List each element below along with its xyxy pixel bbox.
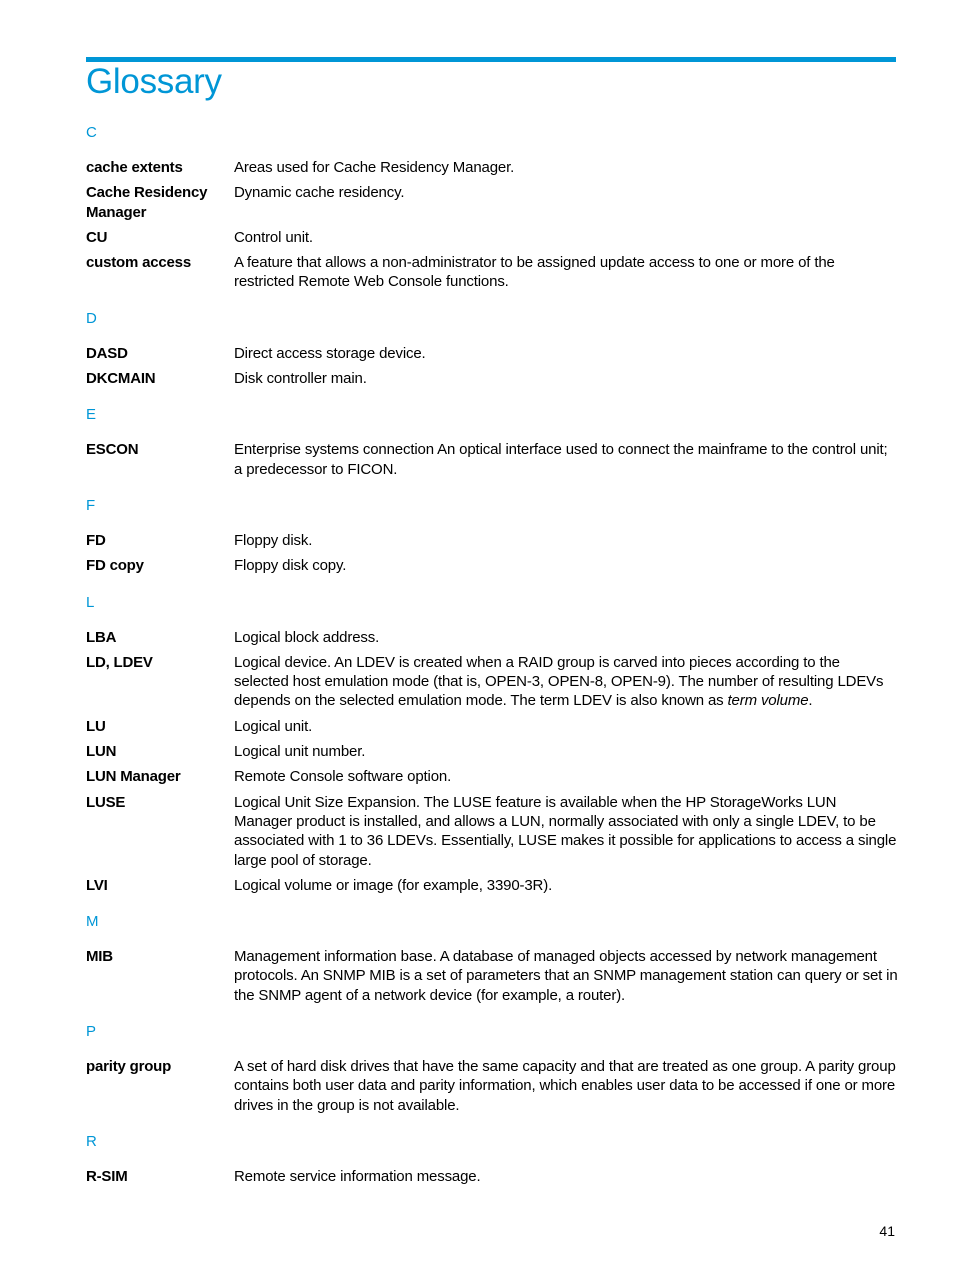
glossary-definition: [234, 742, 898, 761]
glossary-term: LUSE: [86, 793, 126, 811]
glossary-entry: [86, 628, 898, 647]
definition-tail-text: .: [808, 692, 813, 710]
glossary-entry: [86, 742, 898, 761]
glossary-entry: [86, 228, 898, 247]
glossary-term: MIB: [86, 948, 113, 966]
glossary-section-p: [86, 1022, 898, 1115]
glossary-entry: [86, 531, 898, 550]
glossary-entry: [86, 158, 898, 177]
glossary-section-c: [86, 123, 898, 292]
section-letter: R: [86, 1132, 97, 1150]
page-number: 41: [879, 1223, 895, 1239]
glossary-term: LUN Manager: [86, 768, 181, 786]
glossary-entry: [86, 767, 898, 786]
glossary-definition: [234, 253, 898, 292]
definition-text: Logical volume or image (for example, 3390-3R).: [234, 876, 553, 894]
glossary-term: custom access: [86, 254, 191, 272]
glossary-definition: [234, 531, 898, 550]
glossary-term: cache extents: [86, 159, 183, 176]
glossary-definition: [234, 440, 898, 479]
glossary-entry: [86, 556, 898, 575]
definition-text: Logical device. An LDEV is created when a RAID group is carved into pieces according to the selected host emulation mode (that is, OPEN-3, OPEN-8, OPEN-9). The number of resulting LDEVs depends on the selected emulation mode. The term LDEV is also known as: [234, 653, 884, 710]
definition-text: Enterprise systems connection An optical interface used to connect the mainframe to the control unit; a predecessor to FICON.: [234, 441, 888, 478]
glossary-definition: [234, 767, 898, 786]
glossary-definition: [234, 717, 898, 736]
glossary-entry: [86, 947, 898, 1005]
definition-text: Logical unit number.: [234, 743, 366, 761]
glossary-definition: [234, 158, 898, 177]
glossary-term: FD copy: [86, 557, 144, 575]
glossary-entry: [86, 183, 898, 222]
definition-text: Floppy disk.: [234, 531, 313, 549]
section-letter: C: [86, 124, 97, 141]
definition-text: Floppy disk copy.: [234, 557, 347, 575]
glossary-term: parity group: [86, 1058, 172, 1076]
glossary-entry: [86, 1167, 898, 1186]
glossary-entry: [86, 253, 898, 292]
glossary-entry: [86, 717, 898, 736]
definition-text: A feature that allows a non-administrator to be assigned update access to one or more of the restricted Remote Web Console functions.: [234, 254, 835, 291]
glossary-term: LVI: [86, 876, 108, 894]
page-title: Glossary: [86, 62, 222, 101]
section-letter: E: [86, 406, 97, 424]
glossary-entry: [86, 369, 898, 388]
glossary-term: LD, LDEV: [86, 653, 153, 671]
glossary-definition: [234, 1057, 898, 1115]
glossary-definition: [234, 876, 898, 895]
glossary-definition: [234, 628, 898, 647]
definition-text: Direct access storage device.: [234, 344, 426, 362]
section-letter: L: [86, 593, 95, 611]
definition-text: Disk controller main.: [234, 370, 367, 388]
glossary-list: [86, 120, 898, 1203]
glossary-term: LBA: [86, 628, 117, 646]
glossary-entry: [86, 653, 898, 711]
definition-text: Logical block address.: [234, 628, 380, 646]
definition-text: Areas used for Cache Residency Manager.: [234, 159, 515, 176]
glossary-term: DKCMAIN: [86, 370, 156, 388]
glossary-term: DASD: [86, 344, 128, 362]
section-letter: D: [86, 309, 97, 327]
definition-italic-text: term volume: [727, 692, 809, 710]
glossary-section-f: [86, 496, 898, 576]
glossary-definition: [234, 344, 898, 363]
glossary-term: LUN: [86, 743, 117, 761]
section-letter: M: [86, 913, 99, 931]
glossary-section-r: [86, 1132, 898, 1186]
glossary-definition: [234, 183, 898, 222]
glossary-term: FD: [86, 531, 106, 549]
glossary-entry: [86, 793, 898, 870]
section-letter: F: [86, 496, 96, 514]
glossary-term: Cache Residency Manager: [86, 184, 208, 221]
definition-text: Dynamic cache residency.: [234, 184, 405, 202]
definition-text: Logical Unit Size Expansion. The LUSE feature is available when the HP StorageWorks LUN Manager product is installed, and allows a LUN, normally associated with only a single LDEV, to be associated with 1 to 36 LDEVs. Essentially, LUSE makes it possible for applications to access a single large pool of storage.: [234, 793, 897, 869]
glossary-definition: [234, 653, 898, 711]
glossary-section-l: [86, 593, 898, 896]
glossary-section-m: [86, 912, 898, 1005]
glossary-definition: [234, 369, 898, 388]
glossary-entry: [86, 440, 898, 479]
glossary-term: R-SIM: [86, 1167, 128, 1185]
section-letter: P: [86, 1023, 97, 1041]
definition-text: Logical unit.: [234, 717, 313, 735]
glossary-definition: [234, 556, 898, 575]
glossary-definition: [234, 793, 898, 870]
glossary-section-e: [86, 405, 898, 479]
glossary-term: LU: [86, 717, 106, 735]
definition-text: Remote Console software option.: [234, 768, 452, 786]
glossary-definition: [234, 228, 898, 247]
definition-text: A set of hard disk drives that have the same capacity and that are treated as one group. A parity group contains both user data and parity information, which enables user data to be accessed if one or more drives in the group is not available.: [234, 1058, 896, 1114]
glossary-section-d: [86, 309, 898, 389]
glossary-definition: [234, 1167, 898, 1186]
definition-text: Control unit.: [234, 228, 313, 246]
glossary-definition: [234, 947, 898, 1005]
glossary-term: ESCON: [86, 441, 139, 459]
definition-text: Remote service information message.: [234, 1167, 481, 1185]
glossary-entry: [86, 876, 898, 895]
glossary-term: CU: [86, 228, 108, 246]
glossary-entry: [86, 344, 898, 363]
glossary-entry: [86, 1057, 898, 1115]
definition-text: Management information base. A database of managed objects accessed by network management protocols. An SNMP MIB is a set of parameters that an SNMP management station can query or set in the SNMP agent of a network device (for example, a router).: [234, 948, 898, 1004]
